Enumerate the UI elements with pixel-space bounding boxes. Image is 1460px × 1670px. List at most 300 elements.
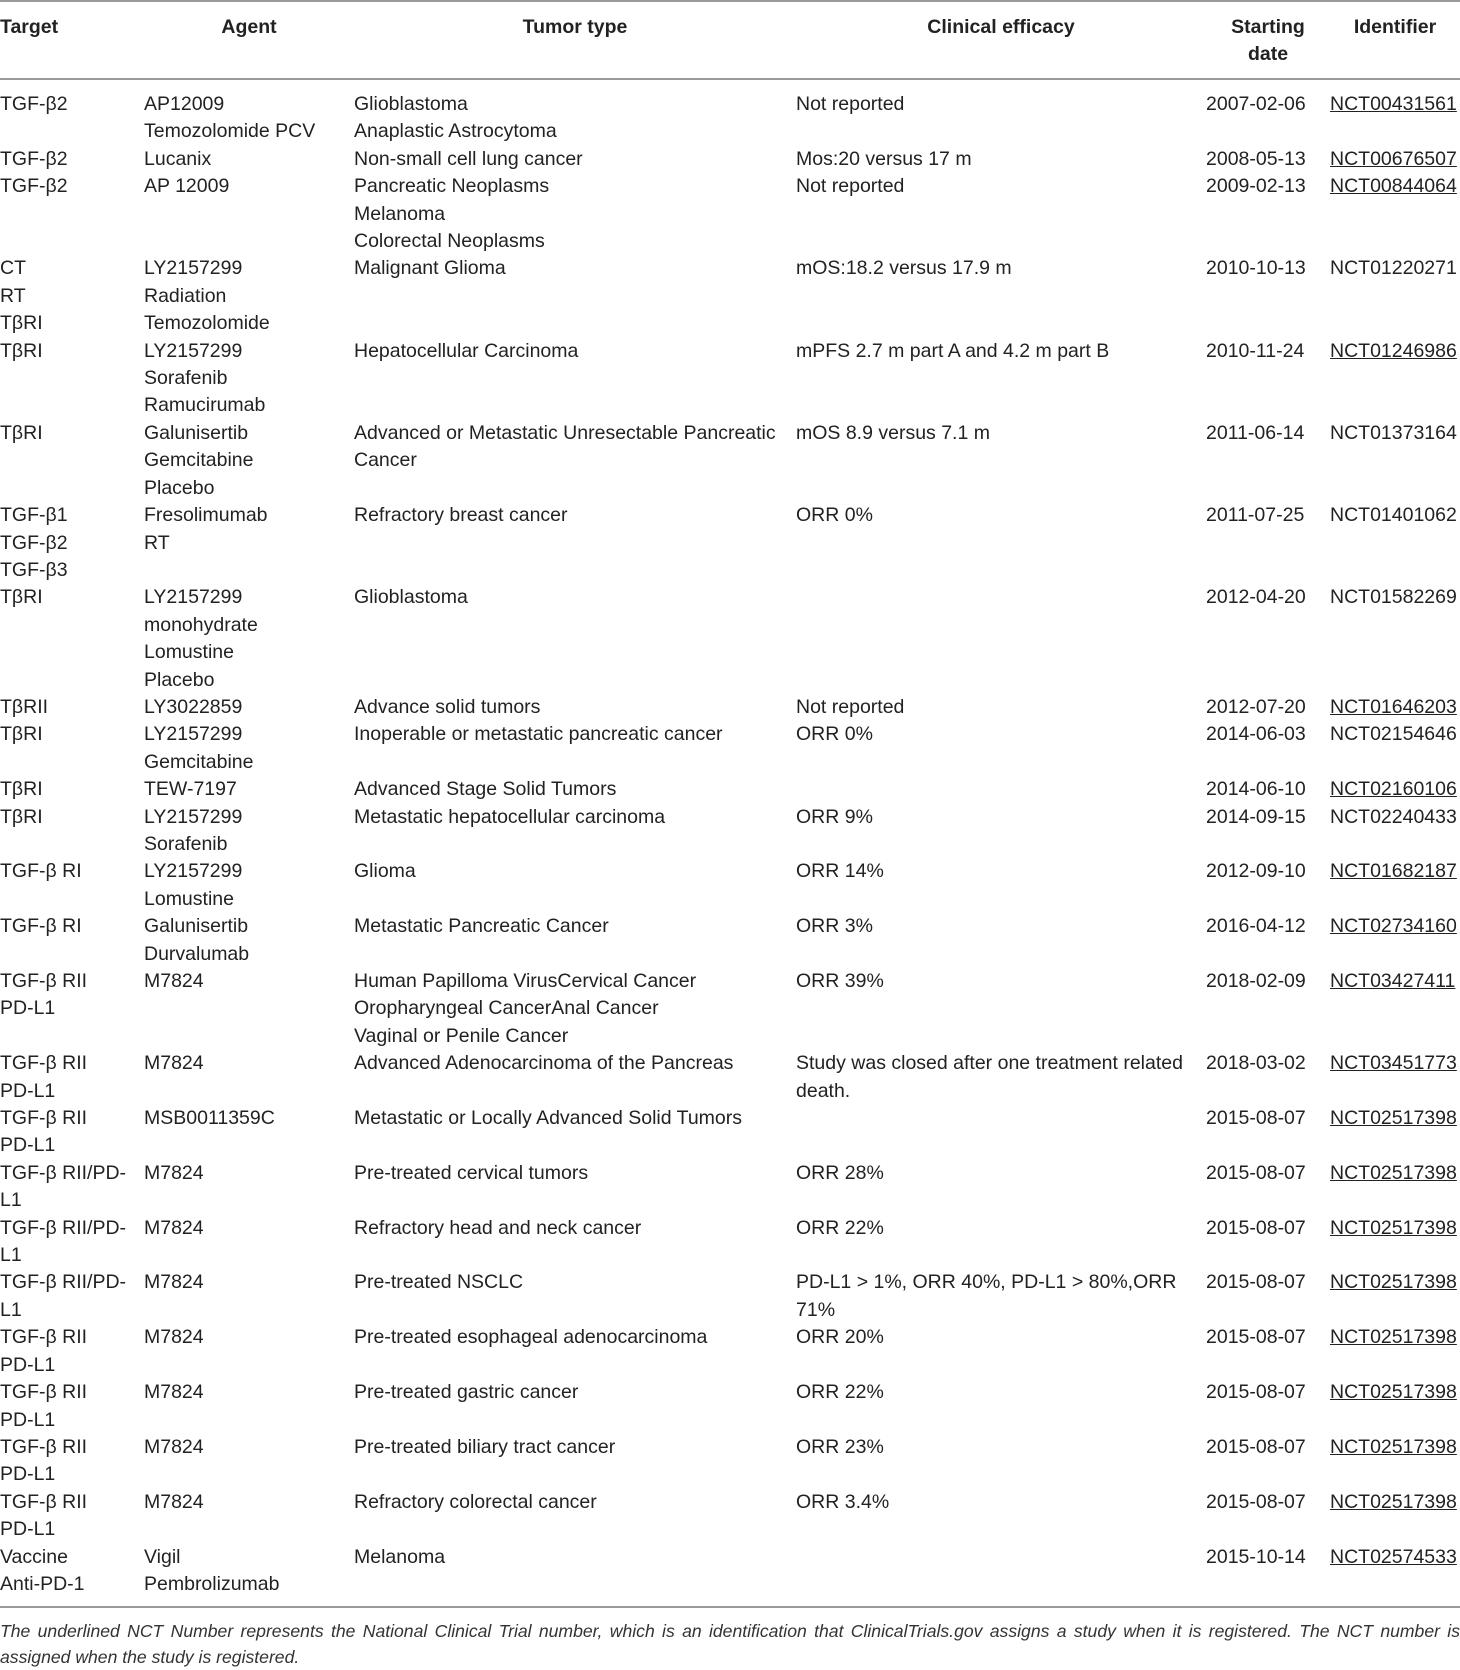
cell-clinical-efficacy bbox=[796, 1269, 1206, 1324]
cell-clinical-efficacy-line: Not reported bbox=[796, 93, 905, 115]
cell-agent-line: Vigil bbox=[144, 1545, 181, 1568]
cell-starting-date: 2015-08-07 bbox=[1206, 1381, 1306, 1404]
cell-agent-line: M7824 bbox=[144, 1216, 204, 1239]
cell-tumor-type bbox=[354, 804, 796, 859]
cell-clinical-efficacy bbox=[796, 1160, 1206, 1215]
cell-clinical-efficacy bbox=[796, 694, 1206, 721]
cell-target bbox=[0, 721, 144, 776]
cell-tumor-type-line: Melanoma bbox=[354, 1545, 446, 1568]
cell-agent bbox=[144, 721, 354, 776]
cell-starting-date: 2015-08-07 bbox=[1206, 1435, 1306, 1458]
cell-target bbox=[0, 1434, 144, 1489]
table-row bbox=[0, 173, 1460, 255]
nct-link[interactable]: NCT02517398 bbox=[1330, 1490, 1457, 1513]
cell-agent bbox=[144, 1489, 354, 1544]
cell-target bbox=[0, 913, 144, 968]
cell-tumor-type-line: Refractory head and neck cancer bbox=[354, 1216, 642, 1239]
cell-starting-date: 2018-02-09 bbox=[1206, 970, 1306, 992]
cell-tumor-type-line: Advanced Adenocarcinoma of the Pancreas bbox=[354, 1052, 734, 1075]
cell-agent-line: Galunisertib bbox=[144, 915, 249, 938]
cell-agent-line: Placebo bbox=[144, 668, 215, 691]
cell-agent-line: AP12009 bbox=[144, 93, 225, 115]
cell-clinical-efficacy bbox=[796, 721, 1206, 776]
cell-target-line: TGF-β RII/PD- bbox=[0, 1271, 127, 1294]
cell-starting-date: 2014-06-03 bbox=[1206, 723, 1306, 746]
cell-clinical-efficacy-line: ORR 22% bbox=[796, 1216, 884, 1239]
cell-identifier bbox=[1330, 1215, 1460, 1270]
cell-agent-line: LY2157299 bbox=[144, 339, 243, 362]
table-row bbox=[0, 913, 1460, 968]
cell-identifier bbox=[1330, 1160, 1460, 1215]
cell-tumor-type-line: Hepatocellular Carcinoma bbox=[354, 339, 579, 362]
table-row bbox=[0, 1324, 1460, 1379]
cell-agent-line: M7824 bbox=[144, 1435, 204, 1458]
nct-link[interactable]: NCT00844064 bbox=[1330, 175, 1457, 198]
table-row bbox=[0, 1105, 1460, 1160]
cell-agent bbox=[144, 1324, 354, 1379]
table-row bbox=[0, 502, 1460, 584]
cell-identifier bbox=[1330, 804, 1460, 859]
cell-agent-line: Gemcitabine bbox=[144, 449, 254, 472]
cell-target-line: PD-L1 bbox=[0, 1518, 56, 1541]
cell-tumor-type bbox=[354, 968, 796, 1050]
cell-target-line: Vaccine bbox=[0, 1545, 68, 1568]
cell-target-line: TGF-β3 bbox=[0, 558, 68, 581]
cell-agent-line: Pembrolizumab bbox=[144, 1572, 280, 1595]
cell-clinical-efficacy bbox=[796, 79, 1206, 146]
cell-tumor-type-line: Pre-treated esophageal adenocarcinoma bbox=[354, 1326, 708, 1349]
cell-tumor-type-line: Pre-treated biliary tract cancer bbox=[354, 1435, 616, 1458]
cell-identifier bbox=[1330, 173, 1460, 255]
cell-tumor-type-line: Glioblastoma bbox=[354, 93, 468, 115]
cell-starting-date: 2012-09-10 bbox=[1206, 860, 1306, 883]
table-row bbox=[0, 79, 1460, 146]
table-row bbox=[0, 721, 1460, 776]
header-starting-date-line2: date bbox=[1247, 43, 1289, 65]
cell-agent bbox=[144, 79, 354, 146]
cell-agent bbox=[144, 1379, 354, 1434]
cell-agent-line: M7824 bbox=[144, 1052, 204, 1075]
cell-target-line: PD-L1 bbox=[0, 1079, 56, 1102]
cell-clinical-efficacy-line: ORR 22% bbox=[796, 1381, 884, 1404]
cell-target bbox=[0, 968, 144, 1050]
header-agent: Agent bbox=[144, 1, 354, 79]
cell-tumor-type-line: Malignant Glioma bbox=[354, 257, 506, 280]
cell-tumor-type bbox=[354, 146, 796, 173]
cell-clinical-efficacy-line: ORR 23% bbox=[796, 1435, 884, 1458]
cell-clinical-efficacy bbox=[796, 1489, 1206, 1544]
nct-link[interactable]: NCT02734160 bbox=[1330, 915, 1457, 938]
cell-agent-line: LY2157299 bbox=[144, 257, 243, 280]
cell-tumor-type-line: Pre-treated cervical tumors bbox=[354, 1161, 589, 1184]
cell-clinical-efficacy-line: Study was closed after one treatment related bbox=[796, 1052, 1183, 1075]
cell-clinical-efficacy-line: ORR 0% bbox=[796, 504, 873, 527]
header-clinical-efficacy: Clinical efficacy bbox=[796, 1, 1206, 79]
nct-link[interactable]: NCT02517398 bbox=[1330, 1107, 1457, 1130]
cell-clinical-efficacy bbox=[796, 776, 1206, 803]
cell-clinical-efficacy bbox=[796, 146, 1206, 173]
cell-starting-date: 2015-08-07 bbox=[1206, 1326, 1306, 1349]
table-row bbox=[0, 1489, 1460, 1544]
cell-agent bbox=[144, 694, 354, 721]
cell-tumor-type-line: Vaginal or Penile Cancer bbox=[354, 1024, 569, 1047]
cell-starting-date: 2015-10-14 bbox=[1206, 1545, 1306, 1568]
cell-target-line: TGF-β RI bbox=[0, 915, 82, 938]
cell-identifier bbox=[1330, 1269, 1460, 1324]
footnote: The underlined NCT Number represents the National Clinical Trial number, which is an identification that ClinicalTrials.gov assigns a study when it is registered. The NCT number is assigned when the study is registered. bbox=[0, 1607, 1460, 1670]
cell-tumor-type bbox=[354, 1544, 796, 1608]
cell-target-line: TGF-β RII/PD- bbox=[0, 1161, 127, 1184]
cell-clinical-efficacy-line: Mos:20 versus 17 m bbox=[796, 147, 972, 170]
cell-agent bbox=[144, 502, 354, 584]
cell-target-line: PD-L1 bbox=[0, 997, 56, 1020]
cell-agent bbox=[144, 913, 354, 968]
cell-tumor-type-line: Glioblastoma bbox=[354, 586, 468, 609]
cell-clinical-efficacy-line: ORR 28% bbox=[796, 1161, 884, 1184]
cell-starting-date: 2016-04-12 bbox=[1206, 915, 1306, 938]
cell-clinical-efficacy-line: mOS 8.9 versus 7.1 m bbox=[796, 421, 990, 444]
cell-tumor-type bbox=[354, 721, 796, 776]
cell-target bbox=[0, 1105, 144, 1160]
cell-target-line: TGF-β RII bbox=[0, 1052, 88, 1075]
header-identifier: Identifier bbox=[1330, 1, 1460, 79]
table-row bbox=[0, 584, 1460, 694]
nct-link[interactable]: NCT00431561 bbox=[1330, 93, 1457, 115]
cell-identifier bbox=[1330, 502, 1460, 584]
cell-clinical-efficacy bbox=[796, 420, 1206, 502]
cell-clinical-efficacy bbox=[796, 1215, 1206, 1270]
cell-agent bbox=[144, 1160, 354, 1215]
cell-clinical-efficacy bbox=[796, 804, 1206, 859]
cell-tumor-type bbox=[354, 1324, 796, 1379]
table-row bbox=[0, 338, 1460, 420]
cell-clinical-efficacy bbox=[796, 1105, 1206, 1160]
cell-identifier bbox=[1330, 1105, 1460, 1160]
cell-target bbox=[0, 1215, 144, 1270]
cell-tumor-type bbox=[354, 502, 796, 584]
cell-tumor-type bbox=[354, 173, 796, 255]
cell-identifier bbox=[1330, 776, 1460, 803]
cell-target-line: L1 bbox=[0, 1189, 22, 1212]
table-row bbox=[0, 1544, 1460, 1608]
cell-target-line: L1 bbox=[0, 1244, 22, 1267]
header-starting-date-line1: Starting bbox=[1231, 16, 1305, 38]
cell-identifier bbox=[1330, 1544, 1460, 1608]
cell-starting-date: 2015-08-07 bbox=[1206, 1161, 1306, 1184]
cell-agent-line: AP 12009 bbox=[144, 175, 230, 198]
nct-link[interactable]: NCT02517398 bbox=[1330, 1381, 1457, 1404]
cell-agent bbox=[144, 804, 354, 859]
cell-tumor-type-line: Refractory breast cancer bbox=[354, 504, 568, 527]
cell-agent bbox=[144, 420, 354, 502]
cell-identifier bbox=[1330, 1324, 1460, 1379]
cell-tumor-type bbox=[354, 1379, 796, 1434]
cell-identifier bbox=[1330, 584, 1460, 694]
cell-identifier bbox=[1330, 420, 1460, 502]
cell-target bbox=[0, 79, 144, 146]
cell-target-line: PD-L1 bbox=[0, 1134, 56, 1157]
cell-clinical-efficacy bbox=[796, 913, 1206, 968]
cell-tumor-type bbox=[354, 1215, 796, 1270]
cell-starting-date: 2011-06-14 bbox=[1206, 421, 1305, 444]
cell-target-line: TβRI bbox=[0, 339, 43, 362]
table-body bbox=[0, 79, 1460, 1607]
table-row bbox=[0, 1379, 1460, 1434]
cell-agent bbox=[144, 1544, 354, 1608]
table-row bbox=[0, 776, 1460, 803]
cell-starting-date: 2015-08-07 bbox=[1206, 1107, 1306, 1130]
cell-target-line: TβRI bbox=[0, 586, 43, 609]
cell-target bbox=[0, 1050, 144, 1105]
nct-link[interactable]: NCT01646203 bbox=[1330, 695, 1457, 718]
nct-link[interactable]: NCT02160106 bbox=[1330, 778, 1457, 801]
cell-clinical-efficacy-line: ORR 0% bbox=[796, 723, 873, 746]
table-row bbox=[0, 968, 1460, 1050]
nct-link[interactable]: NCT02517398 bbox=[1330, 1271, 1457, 1294]
cell-target bbox=[0, 858, 144, 913]
cell-tumor-type bbox=[354, 1105, 796, 1160]
cell-target-line: PD-L1 bbox=[0, 1353, 56, 1376]
cell-starting-date: 2007-02-06 bbox=[1206, 93, 1306, 115]
cell-target-line: L1 bbox=[0, 1298, 22, 1321]
cell-target-line: TβRI bbox=[0, 421, 43, 444]
cell-tumor-type-line: Pre-treated NSCLC bbox=[354, 1271, 524, 1294]
cell-tumor-type-line: Cancer bbox=[354, 449, 417, 472]
nct-number: NCT01401062 bbox=[1330, 504, 1457, 527]
cell-starting-date: 2010-10-13 bbox=[1206, 257, 1306, 280]
cell-identifier bbox=[1330, 1050, 1460, 1105]
cell-agent bbox=[144, 1434, 354, 1489]
cell-clinical-efficacy bbox=[796, 173, 1206, 255]
cell-clinical-efficacy-line: ORR 3.4% bbox=[796, 1490, 890, 1513]
cell-agent bbox=[144, 776, 354, 803]
cell-target bbox=[0, 1324, 144, 1379]
table-row bbox=[0, 1269, 1460, 1324]
cell-agent-line: Sorafenib bbox=[144, 832, 228, 855]
cell-agent-line: Lomustine bbox=[144, 641, 234, 664]
cell-agent bbox=[144, 338, 354, 420]
cell-target-line: RT bbox=[0, 284, 26, 307]
cell-target-line: TβRI bbox=[0, 805, 43, 828]
cell-starting-date: 2015-08-07 bbox=[1206, 1490, 1306, 1513]
cell-agent bbox=[144, 968, 354, 1050]
cell-starting-date: 2014-06-10 bbox=[1206, 778, 1306, 801]
cell-identifier bbox=[1330, 1434, 1460, 1489]
nct-link[interactable]: NCT02517398 bbox=[1330, 1161, 1457, 1184]
nct-link[interactable]: NCT02517398 bbox=[1330, 1216, 1457, 1239]
cell-agent bbox=[144, 1105, 354, 1160]
nct-link[interactable]: NCT02574533 bbox=[1330, 1545, 1457, 1568]
cell-agent-line: Gemcitabine bbox=[144, 750, 254, 773]
cell-target-line: TβRI bbox=[0, 723, 43, 746]
nct-link[interactable]: NCT00676507 bbox=[1330, 147, 1457, 170]
cell-starting-date: 2018-03-02 bbox=[1206, 1052, 1306, 1075]
cell-tumor-type bbox=[354, 584, 796, 694]
cell-clinical-efficacy bbox=[796, 1324, 1206, 1379]
nct-number: NCT02154646 bbox=[1330, 723, 1457, 746]
cell-target bbox=[0, 804, 144, 859]
cell-starting-date: 2012-04-20 bbox=[1206, 586, 1306, 609]
cell-clinical-efficacy bbox=[796, 338, 1206, 420]
cell-tumor-type-line: Metastatic hepatocellular carcinoma bbox=[354, 805, 666, 828]
cell-target-line: TβRII bbox=[0, 695, 49, 718]
cell-starting-date: 2015-08-07 bbox=[1206, 1216, 1306, 1239]
cell-agent-line: RT bbox=[144, 531, 170, 554]
cell-target-line: TGF-β2 bbox=[0, 147, 68, 170]
cell-identifier bbox=[1330, 146, 1460, 173]
cell-starting-date: 2012-07-20 bbox=[1206, 695, 1306, 718]
cell-agent-line: Durvalumab bbox=[144, 942, 250, 965]
cell-tumor-type-line: Anaplastic Astrocytoma bbox=[354, 120, 557, 143]
cell-tumor-type-line: Metastatic Pancreatic Cancer bbox=[354, 915, 609, 938]
cell-agent-line: Temozolomide bbox=[144, 312, 270, 335]
cell-target bbox=[0, 502, 144, 584]
cell-tumor-type-line: Advanced or Metastatic Unresectable Pancreatic bbox=[354, 421, 776, 444]
cell-target-line: PD-L1 bbox=[0, 1408, 56, 1431]
cell-agent-line: M7824 bbox=[144, 970, 204, 992]
cell-identifier bbox=[1330, 1489, 1460, 1544]
cell-identifier bbox=[1330, 1379, 1460, 1434]
cell-clinical-efficacy-line: mOS:18.2 versus 17.9 m bbox=[796, 257, 1012, 280]
table-footer bbox=[0, 1607, 1460, 1670]
cell-clinical-efficacy bbox=[796, 858, 1206, 913]
nct-link[interactable]: NCT03427411 bbox=[1330, 970, 1456, 992]
cell-clinical-efficacy bbox=[796, 255, 1206, 337]
cell-target bbox=[0, 255, 144, 337]
cell-tumor-type-line: Oropharyngeal CancerAnal Cancer bbox=[354, 997, 659, 1020]
cell-clinical-efficacy-line: ORR 9% bbox=[796, 805, 873, 828]
cell-target-line: Anti-PD-1 bbox=[0, 1572, 85, 1595]
cell-starting-date: 2014-09-15 bbox=[1206, 805, 1306, 828]
cell-tumor-type-line: Pre-treated gastric cancer bbox=[354, 1381, 579, 1404]
cell-tumor-type-line: Pancreatic Neoplasms bbox=[354, 175, 550, 198]
cell-target-line: TGF-β2 bbox=[0, 175, 68, 198]
cell-tumor-type-line: Metastatic or Locally Advanced Solid Tumors bbox=[354, 1107, 743, 1130]
table-row bbox=[0, 420, 1460, 502]
cell-starting-date: 2011-07-25 bbox=[1206, 504, 1305, 527]
cell-agent-line: M7824 bbox=[144, 1326, 204, 1349]
cell-identifier bbox=[1330, 79, 1460, 146]
cell-agent-line: LY2157299 bbox=[144, 860, 243, 883]
cell-agent bbox=[144, 173, 354, 255]
cell-target-line: TGF-β RII bbox=[0, 1326, 88, 1349]
cell-tumor-type bbox=[354, 338, 796, 420]
cell-target-line: TGF-β2 bbox=[0, 531, 68, 554]
table-row bbox=[0, 1434, 1460, 1489]
cell-tumor-type-line: Non-small cell lung cancer bbox=[354, 147, 583, 170]
cell-tumor-type bbox=[354, 1489, 796, 1544]
cell-starting-date: 2008-05-13 bbox=[1206, 147, 1306, 170]
cell-target-line: TβRI bbox=[0, 778, 43, 801]
cell-agent-line: Ramucirumab bbox=[144, 394, 266, 417]
cell-tumor-type-line: Advanced Stage Solid Tumors bbox=[354, 778, 617, 801]
cell-target bbox=[0, 1160, 144, 1215]
cell-clinical-efficacy-line: death. bbox=[796, 1079, 851, 1102]
table-row bbox=[0, 1160, 1460, 1215]
nct-link[interactable]: NCT01682187 bbox=[1330, 860, 1457, 883]
cell-target bbox=[0, 146, 144, 173]
cell-agent bbox=[144, 858, 354, 913]
header-tumor-type: Tumor type bbox=[354, 1, 796, 79]
cell-agent bbox=[144, 146, 354, 173]
cell-agent-line: Lomustine bbox=[144, 887, 234, 910]
cell-tumor-type bbox=[354, 255, 796, 337]
table-row bbox=[0, 804, 1460, 859]
cell-agent-line: Lucanix bbox=[144, 147, 212, 170]
cell-agent-line: monohydrate bbox=[144, 613, 258, 636]
nct-link[interactable]: NCT01246986 bbox=[1330, 339, 1457, 362]
cell-clinical-efficacy-line: 71% bbox=[796, 1298, 836, 1321]
cell-target-line: TGF-β2 bbox=[0, 93, 68, 115]
cell-agent-line: Placebo bbox=[144, 476, 215, 499]
cell-target-line: TGF-β RII bbox=[0, 1107, 88, 1130]
cell-tumor-type-line: Advance solid tumors bbox=[354, 695, 541, 718]
cell-clinical-efficacy bbox=[796, 968, 1206, 1050]
cell-tumor-type bbox=[354, 858, 796, 913]
cell-target-line: TGF-β RII bbox=[0, 970, 88, 992]
cell-agent-line: TEW-7197 bbox=[144, 778, 237, 801]
cell-tumor-type-line: Refractory colorectal cancer bbox=[354, 1490, 597, 1513]
cell-agent-line: MSB0011359C bbox=[144, 1107, 275, 1130]
cell-agent bbox=[144, 1269, 354, 1324]
cell-agent bbox=[144, 255, 354, 337]
cell-tumor-type-line: Melanoma bbox=[354, 202, 446, 225]
cell-target-line: TGF-β RII bbox=[0, 1435, 88, 1458]
nct-number: NCT02240433 bbox=[1330, 805, 1457, 828]
cell-tumor-type bbox=[354, 1269, 796, 1324]
cell-agent bbox=[144, 1050, 354, 1105]
footnote-row bbox=[0, 1607, 1460, 1670]
nct-link[interactable]: NCT02517398 bbox=[1330, 1326, 1457, 1349]
cell-agent-line: LY3022859 bbox=[144, 695, 243, 718]
cell-target-line: TβRI bbox=[0, 312, 43, 335]
nct-link[interactable]: NCT03451773 bbox=[1330, 1052, 1457, 1075]
cell-tumor-type bbox=[354, 1434, 796, 1489]
cell-clinical-efficacy-line: PD-L1 > 1%, ORR 40%, PD-L1 > 80%,ORR bbox=[796, 1271, 1177, 1294]
cell-tumor-type bbox=[354, 79, 796, 146]
cell-agent-line: M7824 bbox=[144, 1490, 204, 1513]
cell-target bbox=[0, 584, 144, 694]
cell-target bbox=[0, 1269, 144, 1324]
cell-agent-line: Galunisertib bbox=[144, 421, 249, 444]
table-header bbox=[0, 1, 1460, 79]
nct-number: NCT01373164 bbox=[1330, 421, 1457, 444]
nct-number: NCT01220271 bbox=[1330, 257, 1457, 280]
cell-identifier bbox=[1330, 721, 1460, 776]
cell-target-line: PD-L1 bbox=[0, 1463, 56, 1486]
cell-identifier bbox=[1330, 913, 1460, 968]
cell-target-line: CT bbox=[0, 257, 26, 280]
cell-target bbox=[0, 1544, 144, 1608]
cell-tumor-type bbox=[354, 1050, 796, 1105]
cell-identifier bbox=[1330, 694, 1460, 721]
cell-tumor-type bbox=[354, 420, 796, 502]
cell-tumor-type bbox=[354, 776, 796, 803]
nct-number: NCT01582269 bbox=[1330, 586, 1457, 609]
cell-target bbox=[0, 694, 144, 721]
cell-target bbox=[0, 420, 144, 502]
cell-target bbox=[0, 173, 144, 255]
cell-clinical-efficacy bbox=[796, 1050, 1206, 1105]
cell-agent-line: LY2157299 bbox=[144, 723, 243, 746]
cell-clinical-efficacy-line: ORR 20% bbox=[796, 1326, 884, 1349]
cell-clinical-efficacy bbox=[796, 584, 1206, 694]
cell-clinical-efficacy bbox=[796, 1379, 1206, 1434]
cell-tumor-type bbox=[354, 694, 796, 721]
nct-link[interactable]: NCT02517398 bbox=[1330, 1435, 1457, 1458]
cell-target bbox=[0, 1489, 144, 1544]
cell-agent-line: LY2157299 bbox=[144, 586, 243, 609]
